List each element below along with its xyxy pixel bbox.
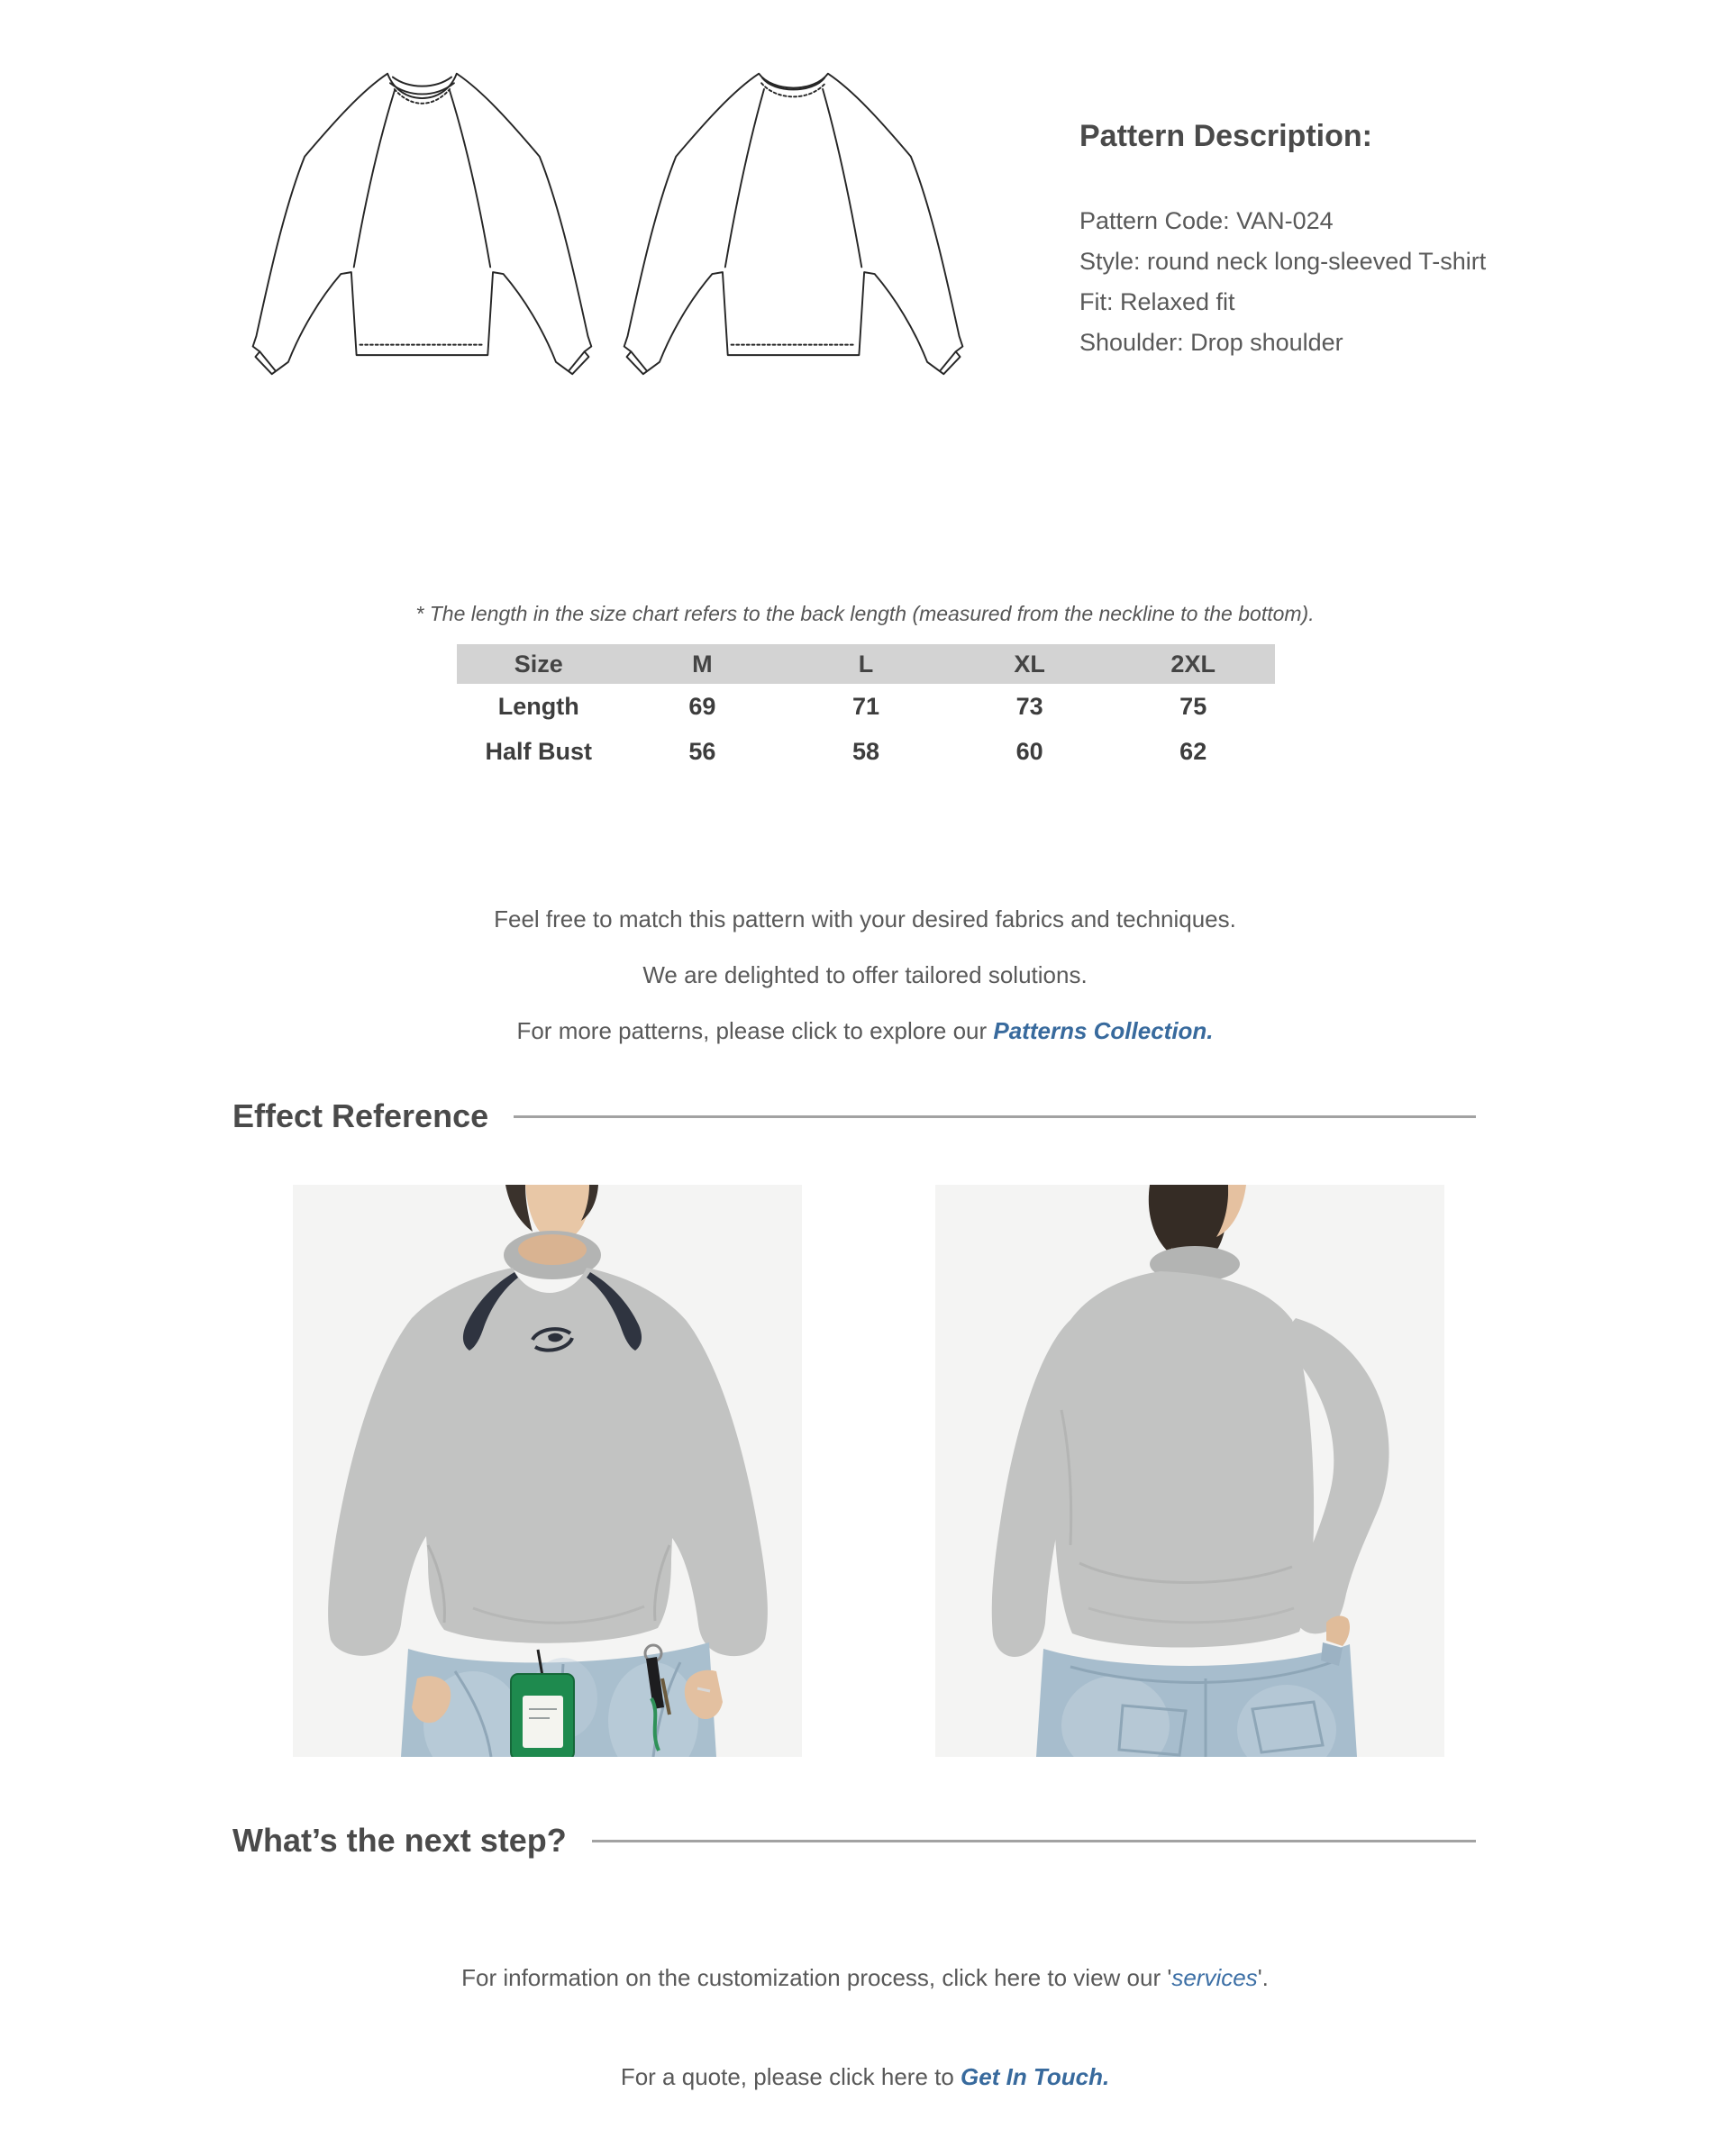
back-sketch xyxy=(624,74,963,375)
pattern-style: Style: round neck long-sleeved T-shirt xyxy=(1079,248,1487,275)
effect-reference-title: Effect Reference xyxy=(232,1097,489,1134)
cell-value: 58 xyxy=(851,737,880,765)
shirt-flat-sketch-front-back xyxy=(245,50,970,396)
col-xl: XL xyxy=(1014,650,1045,678)
col-size: Size xyxy=(514,650,563,678)
customization-info-text: For information on the customization process, click here to view our ' xyxy=(461,1964,1172,1991)
customization-info-line xyxy=(0,1964,1730,1992)
promo-line-2: We are delighted to offer tailored solutions. xyxy=(642,961,1088,988)
pattern-code: Pattern Code: VAN-024 xyxy=(1079,207,1334,234)
pattern-fit: Fit: Relaxed fit xyxy=(1079,288,1235,315)
front-sketch xyxy=(253,74,592,375)
promo-line-1: Feel free to match this pattern with your desired fabrics and techniques. xyxy=(494,905,1236,932)
pattern-shoulder: Shoulder: Drop shoulder xyxy=(1079,329,1343,356)
promo-block xyxy=(0,903,1730,1070)
cell-value: 75 xyxy=(1179,692,1207,720)
services-link[interactable]: services xyxy=(1171,1964,1258,1991)
effect-photo-back xyxy=(935,1185,1444,1757)
col-m: M xyxy=(692,650,713,678)
cell-value: 69 xyxy=(688,692,716,720)
pattern-description-title: Pattern Description: xyxy=(1079,119,1372,153)
size-table-header xyxy=(457,644,1275,684)
next-step-title: What’s the next step? xyxy=(232,1822,567,1859)
promo-line-3 xyxy=(0,1014,1730,1047)
col-2xl: 2XL xyxy=(1170,650,1216,678)
cell-value: 56 xyxy=(688,737,716,765)
cell-value: 73 xyxy=(1015,692,1043,720)
size-table xyxy=(457,644,1275,774)
cell-value: 60 xyxy=(1015,737,1043,765)
effect-reference-section xyxy=(232,1097,1476,1135)
row-label: Half Bust xyxy=(485,737,593,765)
customization-info-suffix: '. xyxy=(1257,1964,1269,1991)
technical-sketches xyxy=(245,50,970,396)
next-step-section xyxy=(232,1822,1476,1860)
size-chart-note: * The length in the size chart refers to the back length (measured from the neckline to the bottom). xyxy=(415,602,1315,625)
section-divider-line xyxy=(514,1115,1476,1118)
col-l: L xyxy=(858,650,874,678)
patterns-collection-link[interactable]: Patterns Collection. xyxy=(993,1017,1214,1044)
get-in-touch-link[interactable]: Get In Touch. xyxy=(961,2063,1110,2090)
effect-photo-front xyxy=(293,1185,802,1757)
effect-reference-photos xyxy=(293,1185,1444,1757)
cell-value: 71 xyxy=(851,692,880,720)
table-row-half-bust xyxy=(457,729,1275,774)
promo-line-3-text: For more patterns, please click to explore our xyxy=(516,1017,994,1044)
section-divider-line xyxy=(592,1840,1476,1842)
quote-line xyxy=(0,2063,1730,2091)
row-label: Length xyxy=(497,692,579,720)
quote-text: For a quote, please click here to xyxy=(620,2063,961,2090)
cell-value: 62 xyxy=(1179,737,1207,765)
pattern-description-block xyxy=(1079,119,1656,363)
table-row-length xyxy=(457,684,1275,729)
